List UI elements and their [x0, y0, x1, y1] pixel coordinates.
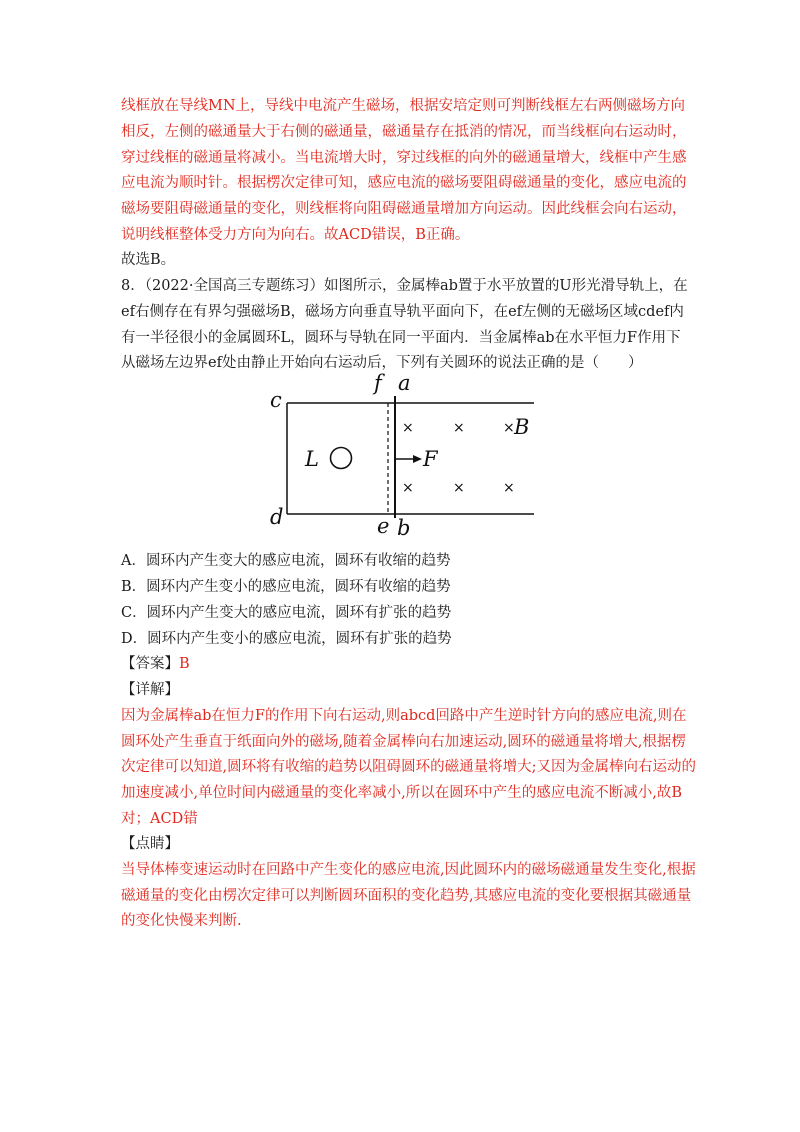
option-d: D．圆环内产生变小的感应电流，圆环有扩张的趋势: [121, 631, 452, 647]
question-line: 有一半径很小的金属圆环L，圆环与导轨在同一平面内．当金属棒ab在水平恒力F作用下: [121, 330, 681, 346]
text-line: 应电流为顺时针。根据楞次定律可知，感应电流的磁场要阻碍磁通量的变化，感应电流的: [121, 175, 687, 191]
text-line: 穿过线框的磁通量将减小。当电流增大时，穿过线框的向外的磁通量增大，线框中产生感: [121, 150, 687, 166]
label-F: F: [423, 447, 438, 471]
answer-value: B: [179, 656, 190, 672]
detail-label: 【详解】: [121, 682, 179, 698]
comment-line: 当导体棒变速运动时在回路中产生变化的感应电流,因此圆环内的磁场磁通量发生变化,根据: [121, 862, 696, 878]
text-line: 线框放在导线MN上，导线中电流产生磁场，根据安培定则可判断线框左右两侧磁场方向: [121, 98, 686, 114]
detail-line: 对；ACD错: [121, 811, 198, 827]
option-b: B．圆环内产生变小的感应电流，圆环有收缩的趋势: [121, 579, 451, 595]
question-line: 8．（2022·全国高三专题练习）如图所示，金属棒ab置于水平放置的U形光滑导轨上，在: [121, 278, 688, 294]
label-B: B: [514, 415, 530, 439]
label-d: d: [270, 505, 284, 529]
label-b: b: [397, 516, 411, 540]
field-mark: ×: [402, 480, 414, 496]
option-a: A．圆环内产生变大的感应电流，圆环有收缩的趋势: [121, 553, 451, 569]
metal-ring: [331, 448, 352, 469]
question-line: 从磁场左边界ef处由静止开始向右运动后，下列有关圆环的说法正确的是（ ）: [121, 355, 643, 371]
detail-line: 因为金属棒ab在恒力F的作用下向右运动,则abcd回路中产生逆时针方向的感应电流,则在: [121, 708, 687, 724]
detail-line: 圆环处产生垂直于纸面向外的磁场,随着金属棒向右加速运动,圆环的磁通量将增大,根据楞: [121, 734, 686, 750]
field-mark: ×: [453, 480, 465, 496]
label-a: a: [398, 371, 411, 395]
detail-line: 加速度减小,单位时间内磁通量的变化率减小,所以在圆环中产生的感应电流不断减小,故B: [121, 785, 682, 801]
field-mark: ×: [503, 480, 515, 496]
label-e: e: [377, 514, 390, 538]
comment-line: 的变化快慢来判断.: [121, 913, 242, 929]
field-mark: ×: [453, 420, 465, 436]
answer-label: 【答案】: [121, 656, 179, 672]
text-line: 磁场要阻碍磁通量的变化，则线框将向阻碍磁通量增加方向运动。因此线框会向右运动，: [121, 201, 687, 217]
text-line: 相反，左侧的磁通量大于右侧的磁通量，磁通量存在抵消的情况，而当线框向右运动时，: [121, 124, 687, 140]
comment-line: 磁通量的变化由楞次定律可以判断圆环面积的变化趋势,其感应电流的变化要根据其磁通量: [121, 888, 692, 904]
force-arrowhead: [413, 455, 422, 463]
detail-line: 次定律可以知道,圆环将有收缩的趋势以阻碍圆环的磁通量将增大;又因为金属棒向右运动的: [121, 759, 696, 775]
label-L: L: [305, 447, 319, 471]
option-c: C．圆环内产生变大的感应电流，圆环有扩张的趋势: [121, 605, 452, 621]
conclusion-line: 故选B。: [121, 252, 176, 268]
text-line: 说明线框整体受力方向为向右。故ACD错误，B正确。: [121, 227, 470, 243]
field-mark: ×: [503, 420, 515, 436]
answer-line: [121, 651, 701, 677]
field-mark: ×: [402, 420, 414, 436]
comment-label: 【点睛】: [121, 836, 179, 852]
label-c: c: [270, 388, 282, 412]
question-line: ef右侧存在有界匀强磁场B，磁场方向垂直导轨平面向下，在ef左侧的无磁场区域cdef内: [121, 304, 684, 320]
label-f: f: [374, 371, 382, 395]
